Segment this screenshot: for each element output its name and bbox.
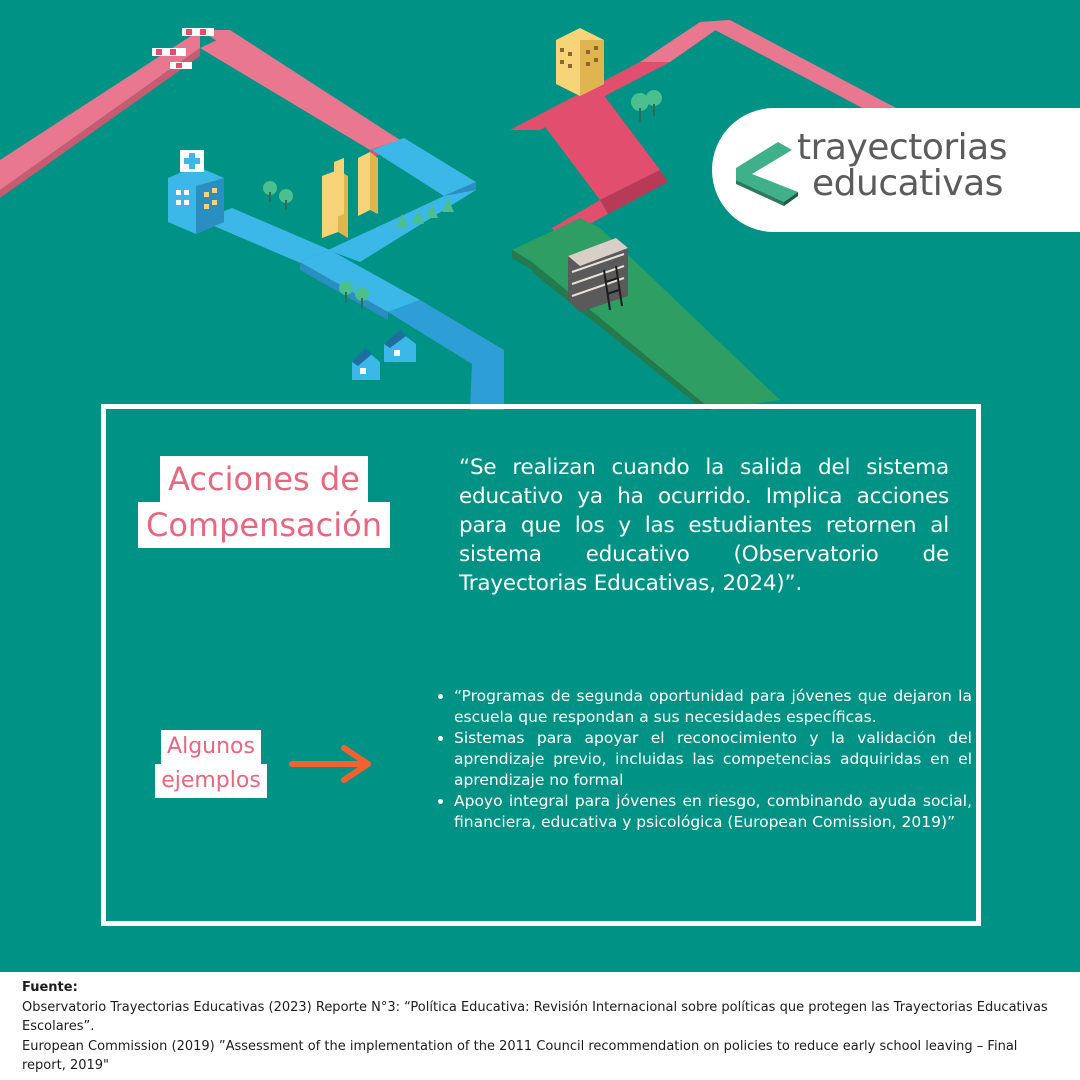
examples-line-2: ejemplos bbox=[155, 764, 267, 798]
logo-wordmark bbox=[797, 127, 1007, 204]
list-item: • “Programas de segunda oportunidad para jóvenes que dejaron la escuela que respondan a sus necesidades específicas. bbox=[454, 686, 972, 728]
definition-quote: “Se realizan cuando la salida del sistema educativo ya ha ocurrido. Implica acciones para que los y las estudiantes retornen al sistema educativo (Observatorio de Trayectorias Educativas, 2024)”. bbox=[459, 455, 949, 596]
houses-icon bbox=[352, 330, 416, 380]
sources-label: Fuente: bbox=[22, 980, 78, 995]
title-line-2: Compensación bbox=[138, 502, 390, 548]
building-icon bbox=[556, 28, 604, 96]
logo-line-1: trayectorias bbox=[797, 127, 1007, 168]
section-title bbox=[126, 456, 402, 548]
sources-footer bbox=[0, 972, 1080, 1080]
examples-label bbox=[141, 730, 281, 798]
source-2: European Commission (2019) ”Assessment of the implementation of the 2011 Council recommendation on policies to reduce early school leaving – Final report, 2019" bbox=[22, 1038, 1018, 1073]
hospital-icon bbox=[168, 150, 224, 234]
arrow-right-icon bbox=[288, 742, 376, 786]
examples-line-1: Algunos bbox=[161, 730, 261, 764]
source-1: Observatorio Trayectorias Educativas (2023) Reporte N°3: “Política Educativa: Revisión Internacional sobre políticas que protegen las Trayectorias Educativas Escolares”. bbox=[22, 999, 1048, 1034]
towers-icon bbox=[322, 152, 378, 238]
green-road bbox=[512, 218, 780, 410]
examples-list bbox=[432, 686, 972, 833]
list-item: • Sistemas para apoyar el reconocimiento y la validación del aprendizaje previo, incluidas las competencias adquiridas en el aprendizaje no formal bbox=[454, 728, 972, 791]
list-item: • Apoyo integral para jóvenes en riesgo, combinando ayuda social, financiera, educativa y psicológica (European Comission, 2019)” bbox=[454, 791, 972, 833]
logo-line-2: educativas bbox=[812, 163, 1003, 204]
title-line-1: Acciones de bbox=[160, 456, 368, 502]
